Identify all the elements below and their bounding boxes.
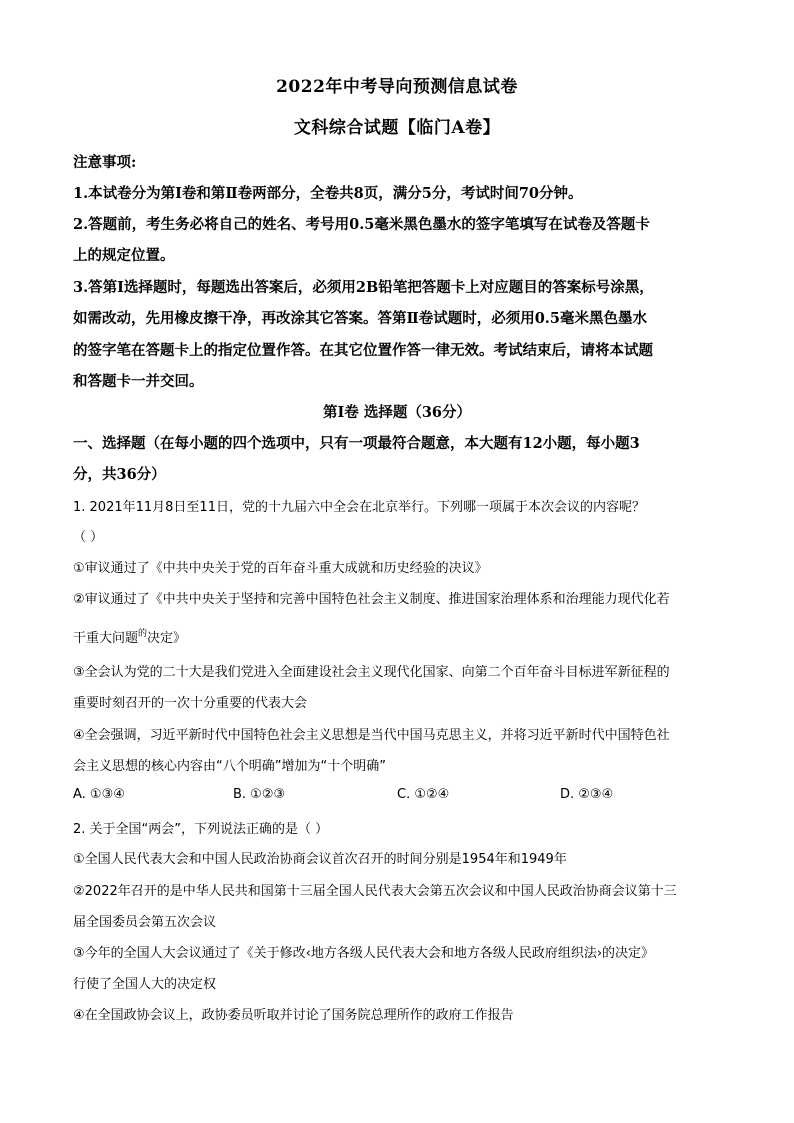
- q1-statement-3-line-1: ③全会认为党的二十大是我们党进入全面建设社会主义现代化国家、向第二个百年奋斗目标进军新征程的: [73, 665, 670, 680]
- q1-statement-1: ①审议通过了《中共中央关于党的百年奋斗重大成就和历史经验的决议》: [73, 561, 488, 576]
- q2-statement-4: ④在全国政协会议上，政协委员听取并讨论了国务院总理所作的政府工作报告: [73, 1008, 514, 1023]
- q1-stem-line-1: 1. 2021年11月8日至11日，党的十九届六中全会在北京举行。下列哪一项属于本次会议的内容呢？: [73, 500, 645, 515]
- section-title: 第Ⅰ卷 选择题（36分）: [322, 404, 471, 421]
- exam-subtitle: 文科综合试题【临门A卷】: [293, 118, 501, 138]
- q1-statement-4-line-2: 会主义思想的核心内容由“八个明确”增加为“十个明确”: [73, 759, 386, 774]
- notes-heading: 注意事项:: [73, 154, 137, 171]
- q2-statement-3-line-1: ③今年的全国人大会议通过了《关于修改‹地方各级人民代表大会和地方各级人民政府组织法›的决定》: [73, 946, 655, 961]
- notes-item-2-line-2: 上的规定位置。: [73, 247, 175, 264]
- notes-item-1: 1.本试卷分为第Ⅰ卷和第Ⅱ卷两部分，全卷共8页，满分5分，考试时间70分钟。: [73, 185, 583, 202]
- q1-stem-line-2: （ ）: [73, 530, 104, 545]
- q2-statement-2-line-1: ②2022年召开的是中华人民共和国第十三届全国人民代表大会第五次会议和中国人民政治协商会议第十三: [73, 884, 677, 899]
- q1-option-a: A. ①③④: [73, 787, 125, 802]
- q2-stem: 2. 关于全国“两会”，下列说法正确的是（ ）: [73, 822, 329, 837]
- section-instruction-line-1: 一、选择题（在每小题的四个选项中，只有一项最符合题意，本大题有12小题，每小题3: [73, 435, 640, 452]
- q1-option-b: B. ①②③: [233, 787, 286, 802]
- notes-item-3-line-1: 3.答第Ⅰ选择题时，每题选出答案后，必须用2B铅笔把答题卡上对应题目的答案标号涂黑，: [73, 279, 654, 296]
- q1-option-c: C. ①②④: [397, 787, 450, 802]
- notes-item-3-line-2: 如需改动，先用橡皮擦干净，再改涂其它答案。答第Ⅱ卷试题时，必须用0.5毫米黑色墨水: [73, 310, 647, 327]
- q2-statement-3-line-2: 行使了全国人大的决定权: [73, 977, 217, 992]
- notes-item-2-line-1: 2.答题前，考生务必将自己的姓名、考号用0.5毫米黑色墨水的签字笔填写在试卷及答题卡: [73, 216, 650, 233]
- q2-statement-2-line-2: 届全国委员会第五次会议: [73, 915, 217, 930]
- q2-statement-1: ①全国人民代表大会和中国人民政治协商会议首次召开的时间分别是1954年和1949年: [73, 852, 567, 867]
- q1-statement-4-line-1: ④全会强调，习近平新时代中国特色社会主义思想是当代中国马克思主义，并将习近平新时代中国特色社: [73, 728, 670, 743]
- notes-item-3-line-4: 和答题卡一并交回。: [73, 373, 204, 390]
- exam-title: 2022年中考导向预测信息试卷: [276, 77, 518, 97]
- section-instruction-line-2: 分，共36分）: [73, 466, 166, 483]
- q1-option-d: D. ②③④: [560, 787, 614, 802]
- q1-statement-2-line-1: ②审议通过了《中共中央关于坚持和完善中国特色社会主义制度、推进国家治理体系和治理能力现代化若: [73, 592, 670, 607]
- notes-item-3-line-3: 的签字笔在答题卡上的指定位置作答。在其它位置作答一律无效。考试结束后，请将本试题: [73, 342, 653, 359]
- q1-statement-2-line-2: 干重大问题$^的$决定》: [73, 629, 187, 646]
- q1-statement-3-line-2: 重要时刻召开的一次十分重要的代表大会: [73, 696, 308, 711]
